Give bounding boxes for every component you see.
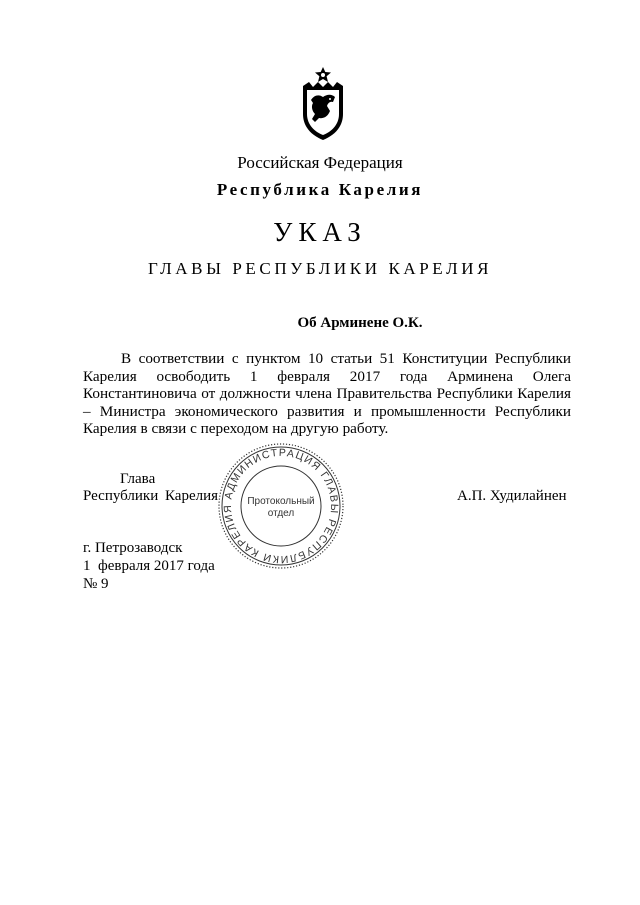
karelia-coat-of-arms-icon (297, 66, 349, 142)
document-number: № 9 (83, 576, 109, 592)
official-stamp (215, 442, 347, 570)
document-type: УКАЗ (273, 217, 367, 247)
country-name: Российская Федерация (237, 153, 403, 172)
decree-body: В соответствии с пунктом 10 статьи 51 Конституции Республики Карелия освободить 1 февраля 2017 года Арминена Олега Константиновича от должности члена Правительства Республики Карелия – Министра экономического развития и промышленности Республики Карелия в связи с переходом на другую работу. (83, 350, 571, 438)
decree-subject: Об Арминене О.К. (297, 315, 423, 331)
issuer-title: ГЛАВЫ РЕСПУБЛИКИ КАРЕЛИЯ (147, 259, 493, 278)
stamp-center-line2: отдел (267, 508, 295, 519)
issue-date: 1 февраля 2017 года (83, 558, 215, 574)
republic-name: Республика Карелия (216, 180, 424, 199)
stamp-ring-text: АДМИНИСТРАЦИЯ ГЛАВЫ РЕСПУБЛИКИ КАРЕЛИЯ (221, 446, 341, 566)
stamp-center-line1: Протокольный (247, 496, 315, 507)
issue-place: г. Петрозаводск (83, 540, 183, 556)
signatory-name: А.П. Худилайнен (457, 488, 567, 504)
signatory-title-line2: Республики Карелия (83, 488, 219, 504)
signatory-title-line1: Глава (120, 471, 156, 487)
